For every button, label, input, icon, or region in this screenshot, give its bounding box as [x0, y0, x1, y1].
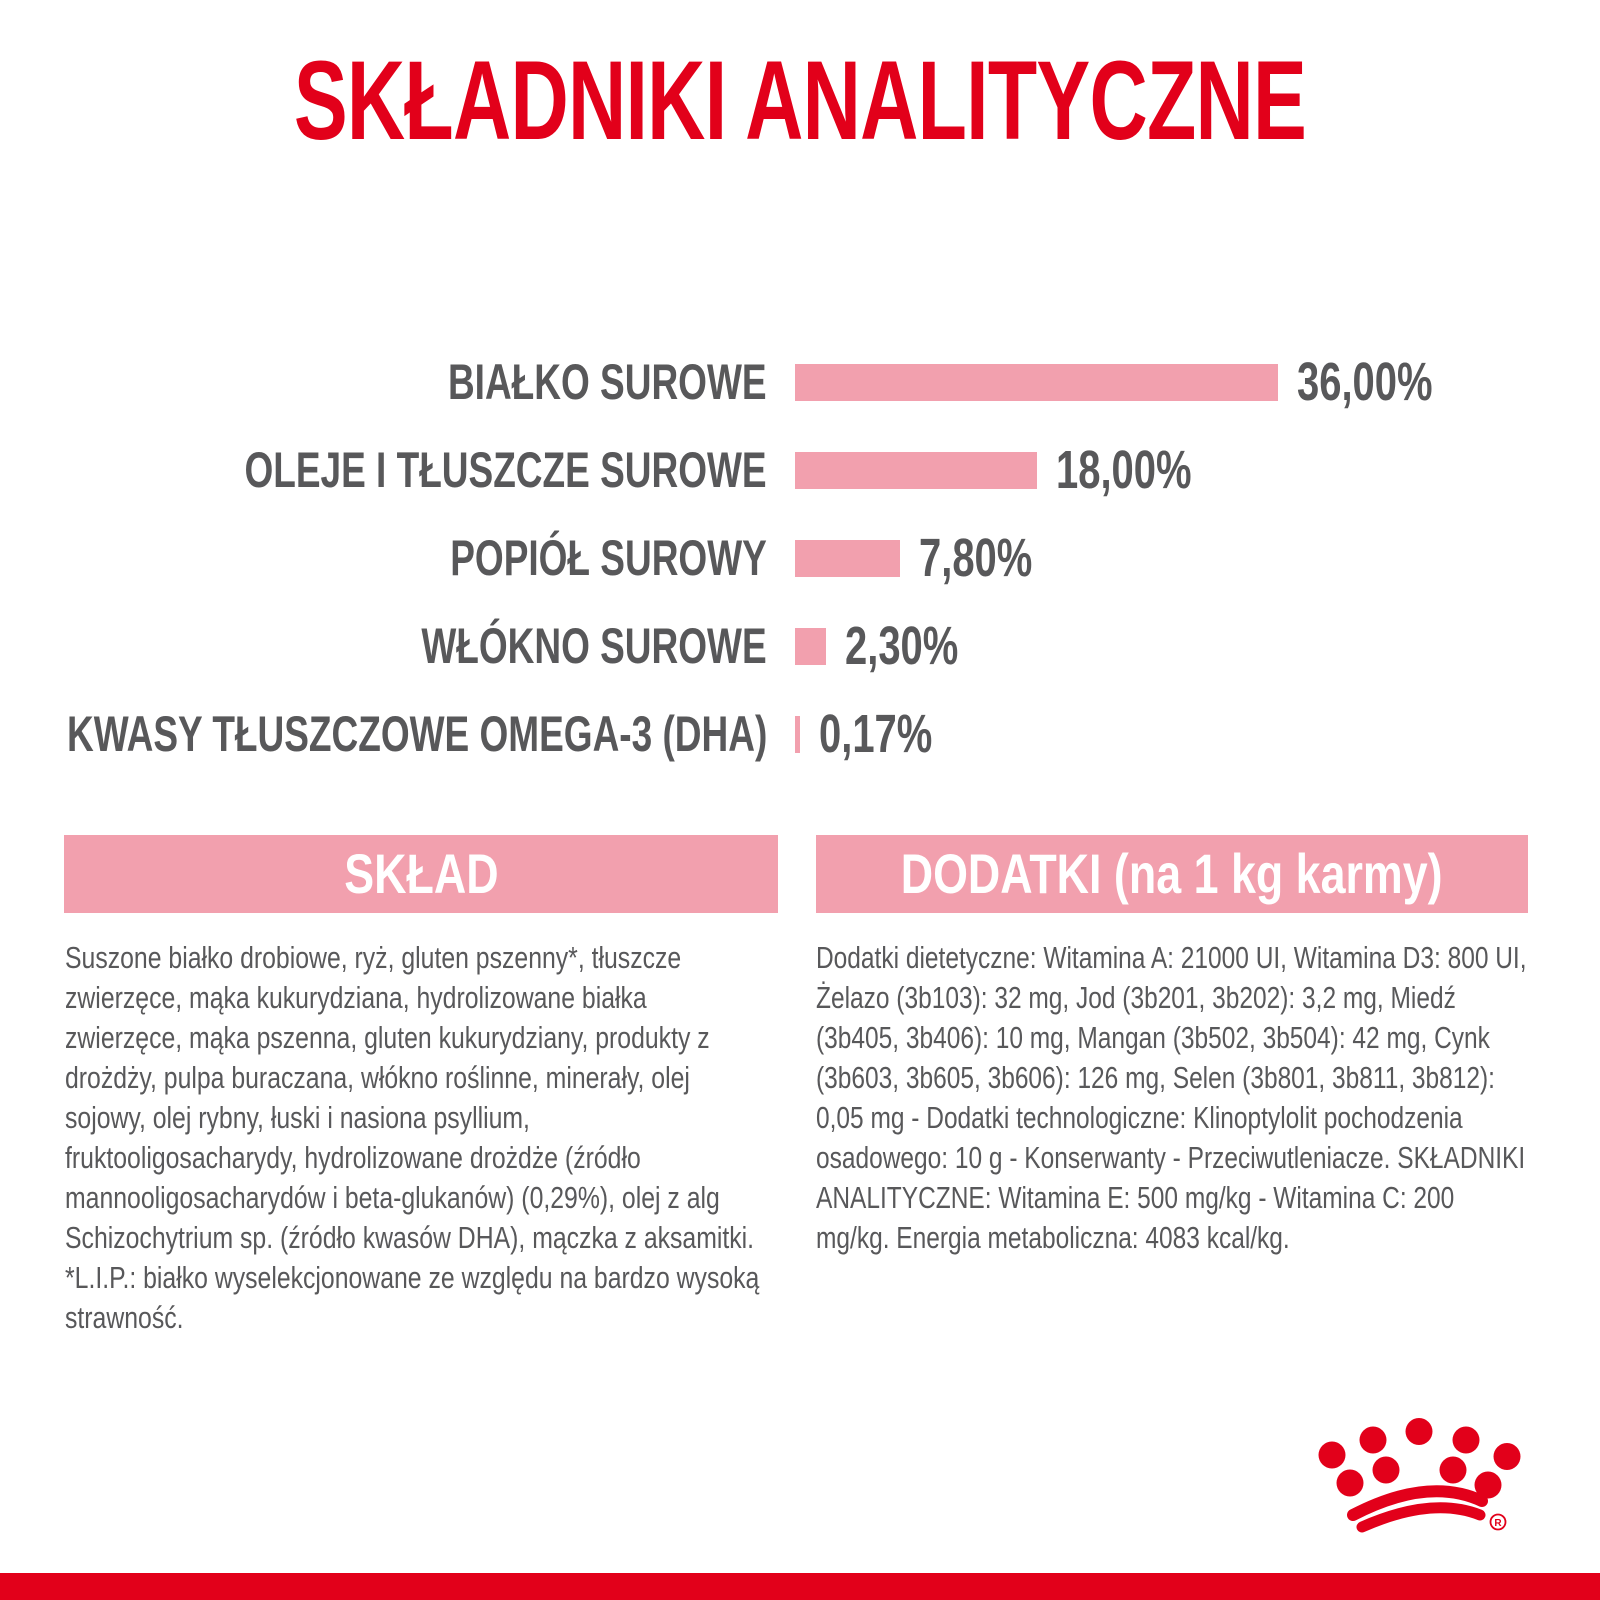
chart-row — [0, 426, 1600, 514]
sklad-section-header — [64, 835, 778, 913]
page-title-text: SKŁADNIKI ANALITYCZNE — [293, 38, 1307, 163]
footer-bar — [0, 1573, 1600, 1600]
chart-bar — [795, 364, 1278, 401]
ingredients-text: Suszone białko drobiowe, ryż, gluten pszenny*, tłuszcze zwierzęce, mąka kukurydziana, hydrolizowane białka zwierzęce, mąka pszenna, gluten kukurydziany, produkty z drożdży, pulpa buraczana, włókno roślinne, minerały, olej sojowy, olej rybny, łuski i nasiona psyllium, fruktooligosacharydy, hydrolizowane drożdże (źródło mannooligosacharydów i beta-glukanów) (0,29%), olej z alg Schizochytrium sp. (źródło kwasów DHA), mączka z aksamitki. — [65, 940, 755, 1255]
dodatki-section-body — [816, 938, 1527, 1258]
chart-bar — [795, 452, 1037, 489]
chart-row — [0, 338, 1600, 426]
sklad-section-body — [65, 938, 761, 1338]
royal-canin-crown-icon — [1318, 1415, 1548, 1555]
sklad-header-text: SKŁAD — [343, 842, 499, 905]
chart-bar — [795, 716, 800, 753]
additives-text: Dodatki dietetyczne: Witamina A: 21000 UI, Witamina D3: 800 UI, Żelazo (3b103): 32 mg, Jod (3b201, 3b202): 3,2 mg, Miedź (3b405, 3b406): 10 mg, Mangan (3b502, 3b504): 42 mg, Cynk (3b603, 3b605, 3b606): 126 mg, Selen (3b801, 3b811, 3b812): 0,05 mg - Dodatki technologiczne: Klinoptylolit pochodzenia osadowego: 10 g - Konserwanty - Przeciwutleniacze. SKŁADNIKI ANALITYCZNE: Witamina E: 500 mg/kg - Witamina C: 200 mg/kg. Energia metaboliczna: 4083 kcal/kg. — [816, 940, 1527, 1255]
page-title — [0, 38, 1600, 163]
lip-footnote: *L.I.P.: białko wyselekcjonowane ze względu na bardzo wysoką strawność. — [65, 1260, 760, 1335]
chart-row-label: BIAŁKO SUROWE — [448, 354, 767, 410]
chart-bar — [795, 628, 826, 665]
chart-row — [0, 690, 1600, 778]
chart-row-value: 36,00% — [1297, 352, 1433, 412]
analytical-components-chart — [0, 338, 1600, 778]
chart-bar — [795, 540, 900, 577]
chart-row-value: 7,80% — [918, 528, 1032, 588]
chart-row-value: 0,17% — [819, 704, 933, 764]
svg-text:R: R — [1494, 1517, 1502, 1529]
chart-row — [0, 602, 1600, 690]
registered-trademark-icon — [1491, 1515, 1506, 1530]
dodatki-section-header — [816, 835, 1528, 913]
chart-row-label: OLEJE I TŁUSZCZE SUROWE — [244, 442, 767, 498]
chart-row-label: KWASY TŁUSZCZOWE OMEGA-3 (DHA) — [66, 706, 767, 762]
chart-row-label: WŁÓKNO SUROWE — [421, 618, 767, 674]
crown-arcs — [1353, 1491, 1482, 1527]
chart-row — [0, 514, 1600, 602]
chart-row-value: 18,00% — [1055, 440, 1192, 500]
chart-row-label: POPIÓŁ SUROWY — [450, 530, 767, 586]
dodatki-header-text: DODATKI (na 1 kg karmy) — [901, 842, 1443, 905]
chart-row-value: 2,30% — [844, 616, 959, 676]
